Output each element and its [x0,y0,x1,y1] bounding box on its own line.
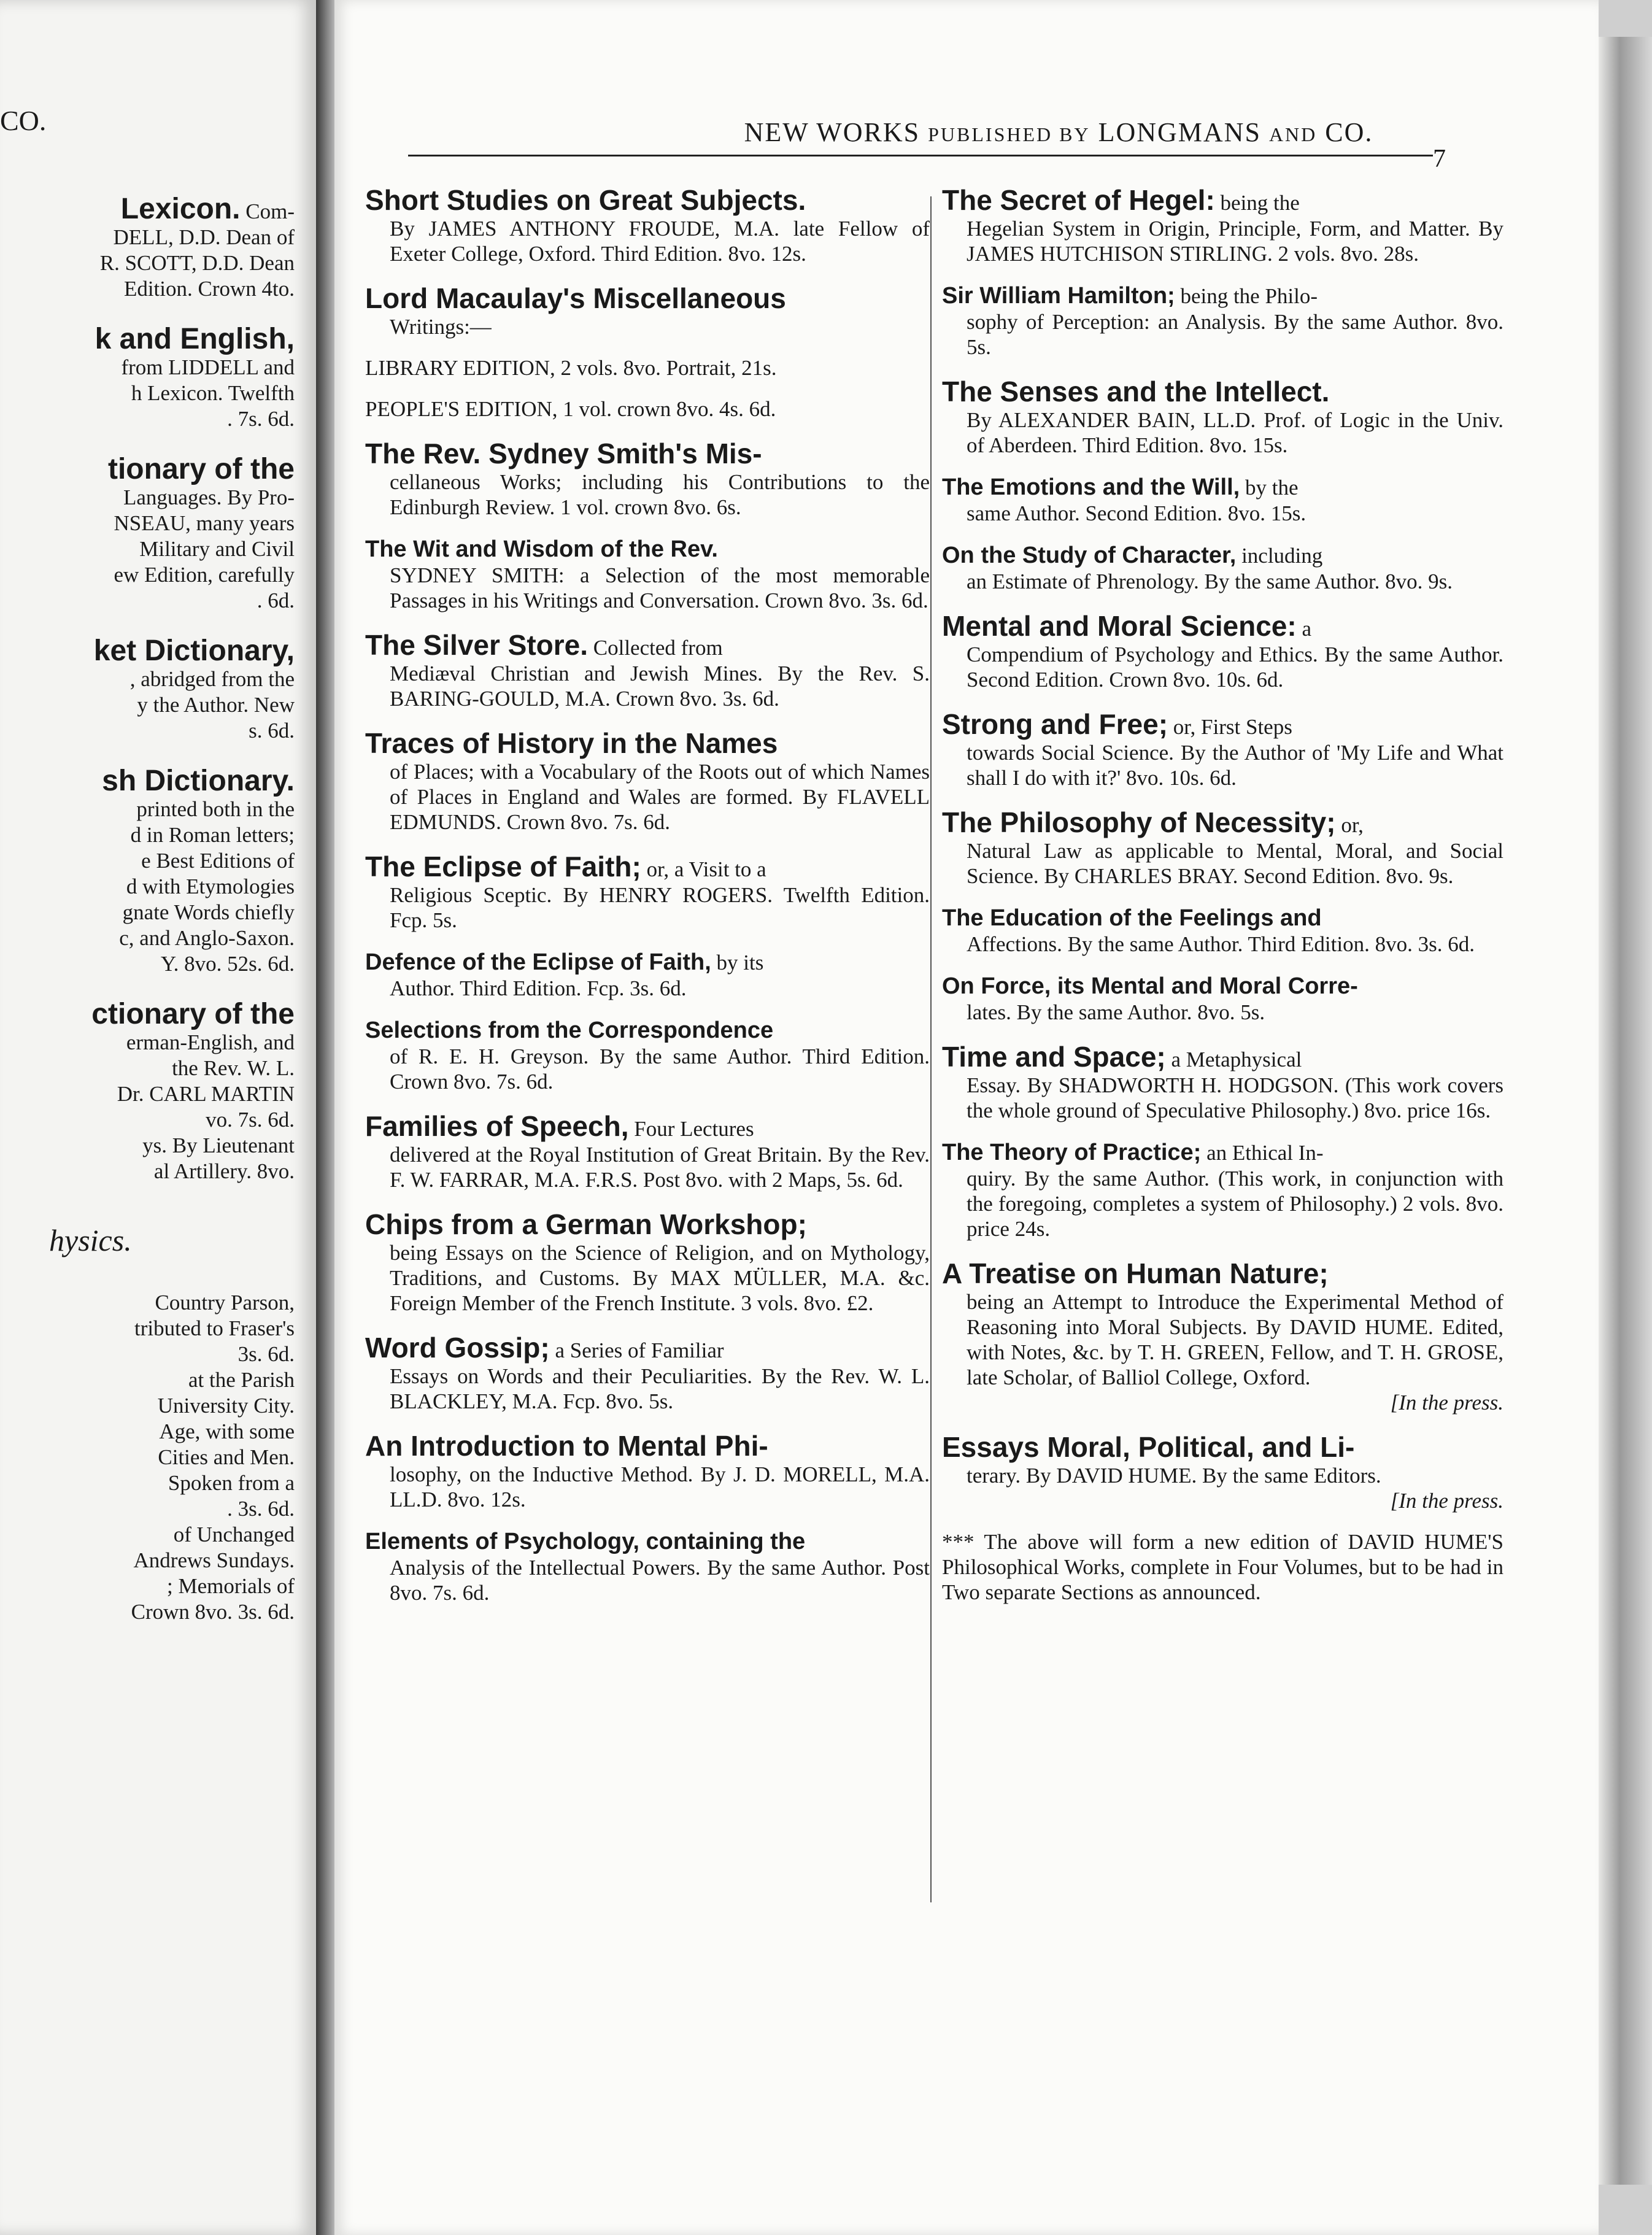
left-page-line [0,1290,295,1316]
left-page-line [0,1445,295,1470]
entry-description: same Author. Second Edition. 8vo. 15s. [967,501,1307,525]
catalogue-entry [942,708,1503,790]
left-entry-text: ew Edition, carefully [114,563,295,587]
entry-description: sophy of Perception: an Analysis. By the same Author. 8vo. 5s. [967,310,1503,359]
left-entry-text: R. SCOTT, D.D. Dean [99,251,295,275]
left-page-line [0,1599,295,1625]
left-entry-text: Languages. By Pro- [123,485,295,509]
left-page-text [0,172,295,1625]
left-page-line [0,1159,295,1184]
entry-title: The Education of the Feelings and [942,905,1322,931]
catalogue-entry [942,1431,1503,1513]
left-entry-text: d in Roman letters; [130,823,295,847]
catalogue-entry [942,905,1503,957]
left-page-header: CO. [0,105,47,136]
left-entry-title: ctionary of the [91,998,295,1030]
left-entry-title: Lexicon. [120,193,241,225]
entry-title-line [365,184,930,216]
entry-title-line [942,376,1503,407]
entry-title-line [365,282,930,314]
left-page-line [0,588,295,614]
left-entry-text: tributed to Fraser's [134,1316,295,1340]
left-entry-text: Spoken from a [168,1471,295,1495]
entry-description: terary. By DAVID HUME. By the same Editors. [967,1464,1381,1488]
entry-title-continuation: a Series of Familiar [549,1338,724,1362]
section-heading: hysics. [49,1223,132,1257]
entry-description: being an Attempt to Introduce the Experimental Method of Reasoning into Moral Subjects. By DAVID HUME. Edited, with Notes, &c. by T. H. GREEN, Fellow, and T. H. GROSE, late Scholar, of Balliol College, Oxford. [967,1290,1503,1389]
entry-title-continuation: or, First Steps [1168,715,1292,739]
entry-description: Essays on Words and their Peculiarities. By the Rev. W. L. BLACKLEY, M.A. Fcp. 8vo. 5s. [390,1364,930,1413]
entry-title-continuation: by the [1240,476,1299,500]
entry-title: The Emotions and the Will, [942,474,1240,500]
left-page-line [0,848,295,874]
left-entry-title: ket Dictionary, [93,635,295,667]
catalogue-entry [365,851,930,933]
left-page-line [0,1316,295,1341]
entry-description: cellaneous Works; including his Contributions to the Edinburgh Review. 1 vol. crown 8vo. 6s. [390,470,930,519]
catalogue-entry [365,949,930,1001]
entry-title: Strong and Free; [942,708,1168,740]
header-text-1: NEW WORKS [744,117,921,147]
left-entry-text: c, and Anglo-Saxon. [119,926,295,950]
entry-title: Short Studies on Great Subjects. [365,184,806,216]
header-text-3: LONGMANS [1098,117,1261,147]
entry-title-line [365,1208,930,1240]
left-page-line [0,925,295,951]
left-entry-text: 3s. 6d. [237,1342,295,1366]
left-entry-text: gnate Words chiefly [122,900,295,924]
left-entry-text: . 6d. [257,589,295,612]
catalogue-entry [365,355,930,380]
entry-description: an Estimate of Phrenology. By the same Author. 8vo. 9s. [967,569,1453,593]
entry-title-line [365,1110,930,1142]
left-page-line [0,406,295,432]
entry-title-line [365,1332,930,1364]
left-entry-text: s. 6d. [249,719,295,743]
entry-title-line [942,973,1503,1000]
entry-title-line [365,851,930,882]
entry-description: By JAMES ANTHONY FROUDE, M.A. late Fellow of Exeter College, Oxford. Third Edition. 8vo. 12s. [390,217,930,266]
left-page-line [0,718,295,744]
entry-description: Writings:— [390,315,492,339]
catalogue-entry [942,376,1503,458]
left-page-line [0,1573,295,1599]
entry-description: being Essays on the Science of Religion, and on Mythology, Traditions, and Customs. By MAX MÜLLER, M.A. &c. Foreign Member of the French Institute. 3 vols. 8vo. £2. [390,1241,930,1315]
entry-title: Mental and Moral Science: [942,610,1297,642]
left-page-line [0,1107,295,1133]
left-page-line [0,635,295,667]
left-entry-text: e Best Editions of [141,849,295,873]
catalogue-entry [365,396,930,422]
entry-title: The Eclipse of Faith; [365,851,641,882]
left-page-line [0,765,295,797]
entry-title-line [942,905,1503,932]
left-page-line [0,666,295,692]
catalogue-entry [942,806,1503,889]
entry-description: By ALEXANDER BAIN, LL.D. Prof. of Logic in the Univ. of Aberdeen. Third Edition. 8vo. 15s. [967,408,1503,457]
catalogue-entry [942,1257,1503,1415]
left-entry-text: Com- [240,199,295,223]
catalogue-entry [942,474,1503,526]
entry-title-line [365,629,930,661]
catalogue-entry [942,1529,1503,1605]
left-entry-text: . 3s. 6d. [227,1497,295,1521]
entry-title: Defence of the Eclipse of Faith, [365,949,711,975]
left-entry-text: printed both in the [136,797,295,821]
catalogue-entry [942,184,1503,266]
column-divider [930,196,932,1902]
header-rule [408,155,1433,156]
entry-title: A Treatise on Human Nature; [942,1257,1329,1289]
left-page-line [0,193,295,225]
running-header [623,117,1494,148]
entry-title-line [942,184,1503,216]
entry-title-line [365,949,930,976]
entry-title: Essays Moral, Political, and Li- [942,1431,1355,1463]
header-text-5: CO. [1325,117,1373,147]
left-entry-text: al Artillery. 8vo. [153,1159,295,1183]
left-page [0,0,316,2235]
left-entry-text: Dr. CARL MARTIN [117,1082,295,1106]
left-entry-text: ys. By Lieutenant [142,1133,295,1157]
entry-title: Families of Speech, [365,1110,629,1142]
entry-title: Lord Macaulay's Miscellaneous [365,282,786,314]
catalogue-entry [942,973,1503,1025]
catalogue-entry [365,727,930,835]
entry-title-continuation: an Ethical In- [1201,1141,1324,1165]
left-page-line [0,951,295,977]
left-entry-title: tionary of the [107,453,295,485]
entry-title-line [365,438,930,469]
entry-description: Essay. By SHADWORTH H. HODGSON. (This work covers the whole ground of Speculative Philosophy.) 8vo. price 16s. [967,1073,1503,1122]
left-page-line [0,1419,295,1445]
entry-title: An Introduction to Mental Phi- [365,1430,768,1462]
left-page-line [0,380,295,406]
entry-title-continuation: including [1236,544,1323,568]
entry-title-line [942,1431,1503,1463]
left-page-line [0,797,295,822]
left-entry-title: sh Dictionary. [102,765,295,797]
left-entry-text: of Unchanged [173,1523,295,1546]
catalogue-entry [365,1430,930,1512]
catalogue-entry [365,1528,930,1605]
catalogue-entry [365,184,930,266]
entry-description: SYDNEY SMITH: a Selection of the most memorable Passages in his Writings and Conversation. Crown 8vo. 3s. 6d. [390,563,930,612]
left-entry-text: Cities and Men. [158,1445,295,1469]
left-page-line [0,250,295,276]
catalogue-entry [365,1110,930,1192]
entry-title: The Theory of Practice; [942,1140,1202,1165]
left-page-line [0,355,295,380]
left-page-line [0,1548,295,1573]
entry-title-line [942,1041,1503,1073]
catalogue-entry [365,1017,930,1094]
entry-title-line [942,708,1503,740]
left-entry-text: , abridged from the [129,667,295,691]
left-page-line [0,1367,295,1393]
left-entry-text: the Rev. W. L. [172,1056,295,1080]
entry-description: LIBRARY EDITION, 2 vols. 8vo. Portrait, 21s. [365,356,777,380]
entry-title-line [942,1257,1503,1289]
entry-title: Chips from a German Workshop; [365,1208,807,1240]
entry-title-line [365,536,930,563]
entry-title: Selections from the Correspondence [365,1017,774,1043]
left-page-line [0,1393,295,1419]
entry-description: of R. E. H. Greyson. By the same Author. Third Edition. Crown 8vo. 7s. 6d. [390,1044,930,1094]
left-entry-text: Andrews Sundays. [133,1548,295,1572]
entry-description: losophy, on the Inductive Method. By J. D. MORELL, M.A. LL.D. 8vo. 12s. [390,1462,930,1511]
entry-title: The Secret of Hegel: [942,184,1215,216]
left-entry-text: . 7s. 6d. [227,407,295,431]
entry-title: On the Study of Character, [942,542,1237,568]
catalogue-entry [942,282,1503,360]
catalogue-entry [942,610,1503,692]
entry-title-continuation: or, a Visit to a [641,857,766,881]
left-entry-text: Crown 8vo. 3s. 6d. [131,1600,295,1624]
entry-status-note: [In the press. [1390,1391,1503,1415]
left-entry-text: from LIDDELL and [121,355,295,379]
left-page-line [0,485,295,511]
entry-title-line [365,1430,930,1462]
left-entry-text: Age, with some [159,1419,295,1443]
left-entry-text: at the Parish [188,1368,295,1392]
entry-description: towards Social Science. By the Author of 'My Life and What shall I do with it?' 8vo. 10s. 6d. [967,741,1503,790]
left-page-line [0,562,295,588]
left-entry-text: ; Memorials of [166,1574,295,1598]
left-entry-text: erman-English, and [126,1030,295,1054]
entry-title-continuation: being the Philo- [1175,284,1318,308]
entry-status-note: [In the press. [1390,1489,1503,1513]
left-page-line [0,874,295,900]
entry-title: The Wit and Wisdom of the Rev. [365,536,718,562]
left-page-line [0,536,295,562]
entry-title-line [365,1528,930,1555]
catalogue-entry [942,542,1503,594]
entry-title-line [365,1017,930,1044]
entry-title: The Philosophy of Necessity; [942,806,1336,838]
left-page-line [0,1496,295,1522]
entry-title: Time and Space; [942,1041,1166,1073]
entry-title-continuation: Collected from [588,636,723,660]
left-page-line [0,692,295,718]
left-page-line [0,276,295,302]
left-entry-text: h Lexicon. Twelfth [131,381,295,405]
column-right [942,184,1503,1621]
left-page-line [0,1056,295,1081]
entry-title: The Silver Store. [365,629,589,661]
left-page-line [0,998,295,1030]
left-page-line [0,1133,295,1159]
left-page-line [0,225,295,250]
entry-title-continuation: or, [1335,813,1364,837]
entry-description: of Places; with a Vocabulary of the Roots out of which Names of Places in England and Wales are formed. By FLAVELL EDMUNDS. Crown 8vo. 7s. 6d. [390,760,930,834]
right-page [334,0,1599,2235]
catalogue-entry [365,629,930,711]
entry-description: PEOPLE'S EDITION, 1 vol. crown 8vo. 4s. 6d. [365,397,776,421]
entry-title-continuation: by its [711,951,764,975]
entry-title-line [942,282,1503,309]
entry-description: delivered at the Royal Institution of Great Britain. By the Rev. F. W. FARRAR, M.A. F.R.S. Post 8vo. with 2 Maps, 5s. 6d. [390,1143,930,1192]
catalogue-entry [942,1139,1503,1241]
left-entry-text: Y. 8vo. 52s. 6d. [160,952,295,976]
entry-description: Analysis of the Intellectual Powers. By the same Author. Post 8vo. 7s. 6d. [390,1556,930,1605]
entry-title-line [942,806,1503,838]
entry-description: lates. By the same Author. 8vo. 5s. [967,1000,1265,1024]
catalogue-entry [365,536,930,613]
catalogue-entry [365,1332,930,1414]
entry-title-line [942,610,1503,642]
entry-description: Hegelian System in Origin, Principle, Form, and Matter. By JAMES HUTCHISON STIRLING. 2 vols. 8vo. 28s. [967,217,1503,266]
left-page-line [0,1470,295,1496]
left-entry-text: Military and Civil [139,537,295,561]
entry-title-line [942,542,1503,569]
entry-title: Sir William Hamilton; [942,283,1175,309]
entry-description: Author. Third Edition. Fcp. 3s. 6d. [390,976,687,1000]
left-page-line [0,900,295,925]
entry-title: The Senses and the Intellect. [942,376,1330,407]
entry-title: Word Gossip; [365,1332,550,1364]
entry-title-continuation: Four Lectures [628,1117,754,1141]
left-entry-text: vo. 7s. 6d. [206,1108,295,1132]
entry-description: Affections. By the same Author. Third Edition. 8vo. 3s. 6d. [967,932,1475,956]
entry-title: Traces of History in the Names [365,727,778,759]
entry-title-line [365,727,930,759]
left-page-line [0,511,295,536]
book-gutter [316,0,334,2235]
left-page-line [0,323,295,355]
header-text-4: AND [1268,123,1318,145]
left-page-line [0,453,295,485]
catalogue-entry [942,1041,1503,1123]
entry-title: Elements of Psychology, containing the [365,1529,806,1554]
entry-title-continuation: being the [1214,191,1300,215]
left-page-line [0,822,295,848]
header-text-2: PUBLISHED BY [928,123,1090,145]
entry-description: Natural Law as applicable to Mental, Moral, and Social Science. By CHARLES BRAY. Second Edition. 8vo. 9s. [967,839,1503,888]
entry-title-line [942,474,1503,501]
entry-title-continuation: a [1296,617,1311,641]
entry-description: quiry. By the same Author. (This work, in conjunction with the foregoing, completes a system of Philosophy.) 2 vols. 8vo. price 24s. [967,1167,1503,1241]
left-entry-text: y the Author. New [137,693,295,717]
entry-description: Religious Sceptic. By HENRY ROGERS. Twelfth Edition. Fcp. 5s. [390,883,930,932]
entry-title-line [942,1139,1503,1166]
catalogue-entry [365,438,930,520]
left-entry-text: University City. [157,1394,295,1418]
page-edge [1599,37,1652,2185]
entry-description: *** The above will form a new edition of DAVID HUME'S Philosophical Works, complete in Four Volumes, but to be had in Two separate Sections as announced. [942,1530,1503,1604]
left-entry-text: Country Parson, [155,1291,295,1314]
catalogue-entry [365,282,930,339]
entry-title: On Force, its Mental and Moral Corre- [942,973,1358,999]
entry-title-continuation: a Metaphysical [1165,1048,1302,1071]
entry-description: Mediæval Christian and Jewish Mines. By the Rev. S. BARING-GOULD, M.A. Crown 8vo. 3s. 6d. [390,662,930,711]
left-entry-text: DELL, D.D. Dean of [113,225,295,249]
left-entry-title: k and English, [95,323,295,355]
left-entry-text: NSEAU, many years [114,511,295,535]
page-number: 7 [1433,145,1446,173]
entry-title: The Rev. Sydney Smith's Mis- [365,438,762,469]
left-page-line [0,1030,295,1056]
left-entry-text: Edition. Crown 4to. [123,277,295,301]
left-page-line [0,1081,295,1107]
column-left [365,184,930,1621]
left-page-line [0,1522,295,1548]
left-entry-text: d with Etymologies [126,874,295,898]
catalogue-entry [365,1208,930,1316]
entry-description: Compendium of Psychology and Ethics. By the same Author. Second Edition. Crown 8vo. 10s. 6d. [967,643,1503,692]
left-page-line [0,1341,295,1367]
